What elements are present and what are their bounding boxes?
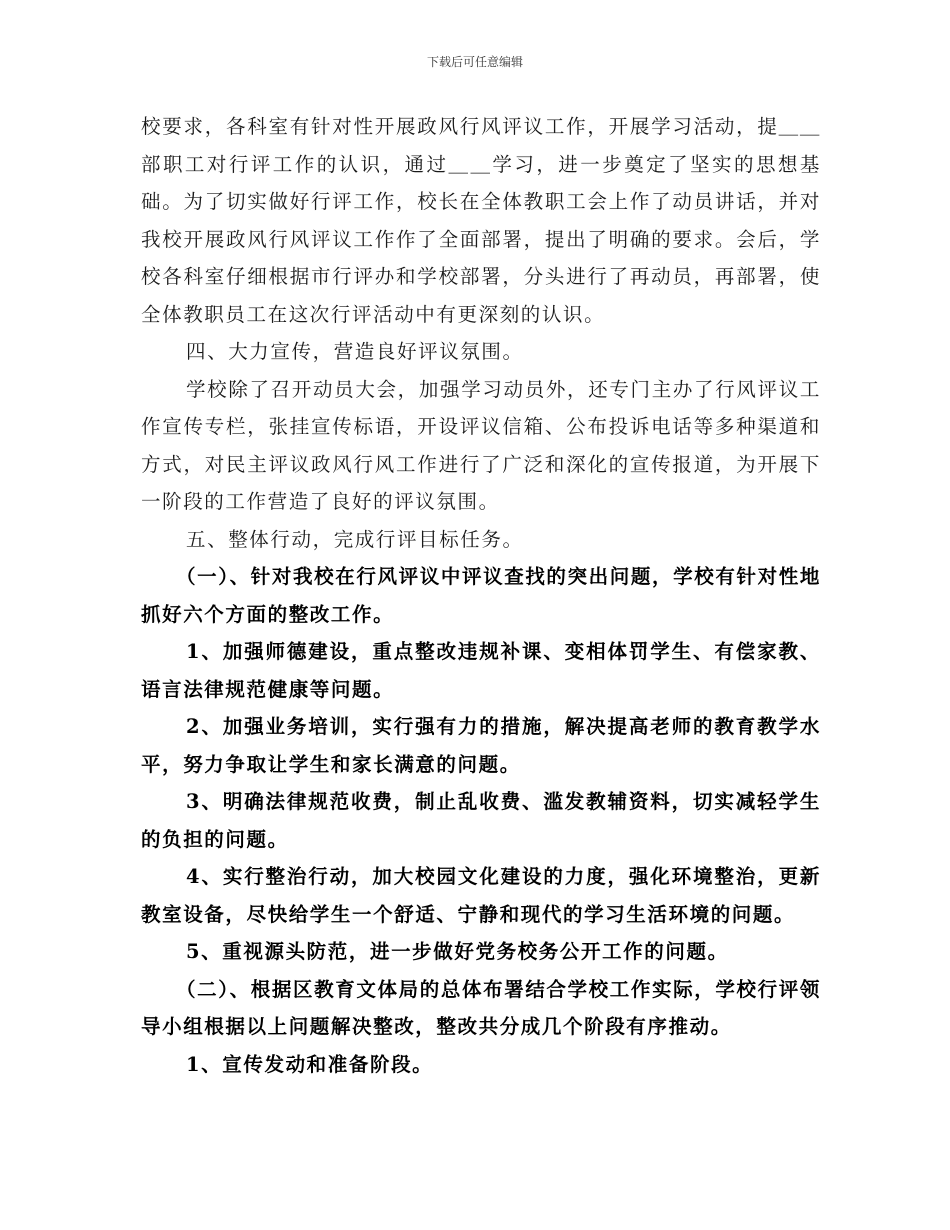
paragraph-intro: 校要求，各科室有针对性开展政风行风评议工作，开展学习活动，提＿＿部职工对行评工作的认识，通过＿＿学习，进一步奠定了坚实的思想基础。为了切实做好行评工作，校长在全体教职工会上作了动员讲话，并对我校开展政风行风评议工作作了全面部署，提出了明确的要求。会后，学校各科室仔细根据市行评办和学校部署，分头进行了再动员，再部署，使全体教职员工在这次行评活动中有更深刻的认识。 [141,115,821,326]
subsection-heading-2: （二）、根据区教育文体局的总体布署结合学校工作实际，学校行评领导小组根据以上问题解决整改，整改共分成几个阶段有序推动。 [141,977,821,1038]
document-body [141,108,821,1083]
list-item-stage-1: 1、宣传发动和准备阶段。 [186,1052,434,1076]
page-header: 下载后可任意编辑 [426,55,523,69]
section-heading-4: 四、大力宣传，营造良好评议氛围。 [186,340,524,363]
list-item-1: 1、加强师德建设，重点整改违规补课、变相体罚学生、有偿家教、语言法律规范健康等问题。 [141,640,821,701]
section-heading-5: 五、整体行动，完成行评目标任务。 [186,527,524,551]
list-item-2: 2、加强业务培训，实行强有力的措施，解决提高老师的教育教学水平，努力争取让学生和家长满意的问题。 [141,715,821,776]
list-item-3: 3、明确法律规范收费，制止乱收费、滥发教辅资料，切实减轻学生的负担的问题。 [141,790,821,851]
paragraph-publicity: 学校除了召开动员大会，加强学习动员外，还专门主办了行风评议工作宣传专栏，张挂宣传标语，开设评议信箱、公布投诉电话等多种渠道和方式，对民主评议政风行风工作进行了广泛和深化的宣传报道，为开展下一阶段的工作营造了良好的评议氛围。 [141,377,821,513]
list-item-5: 5、重视源头防范，进一步做好党务校务公开工作的问题。 [186,940,729,963]
list-item-4: 4、实行整治行动，加大校园文化建设的力度，强化环境整治，更新教室设备，尽快给学生一个舒适、宁静和现代的学习生活环境的问题。 [141,865,821,926]
subsection-heading-1: （一）、针对我校在行风评议中评议查找的突出问题，学校有针对性地抓好六个方面的整改工作。 [141,565,821,626]
